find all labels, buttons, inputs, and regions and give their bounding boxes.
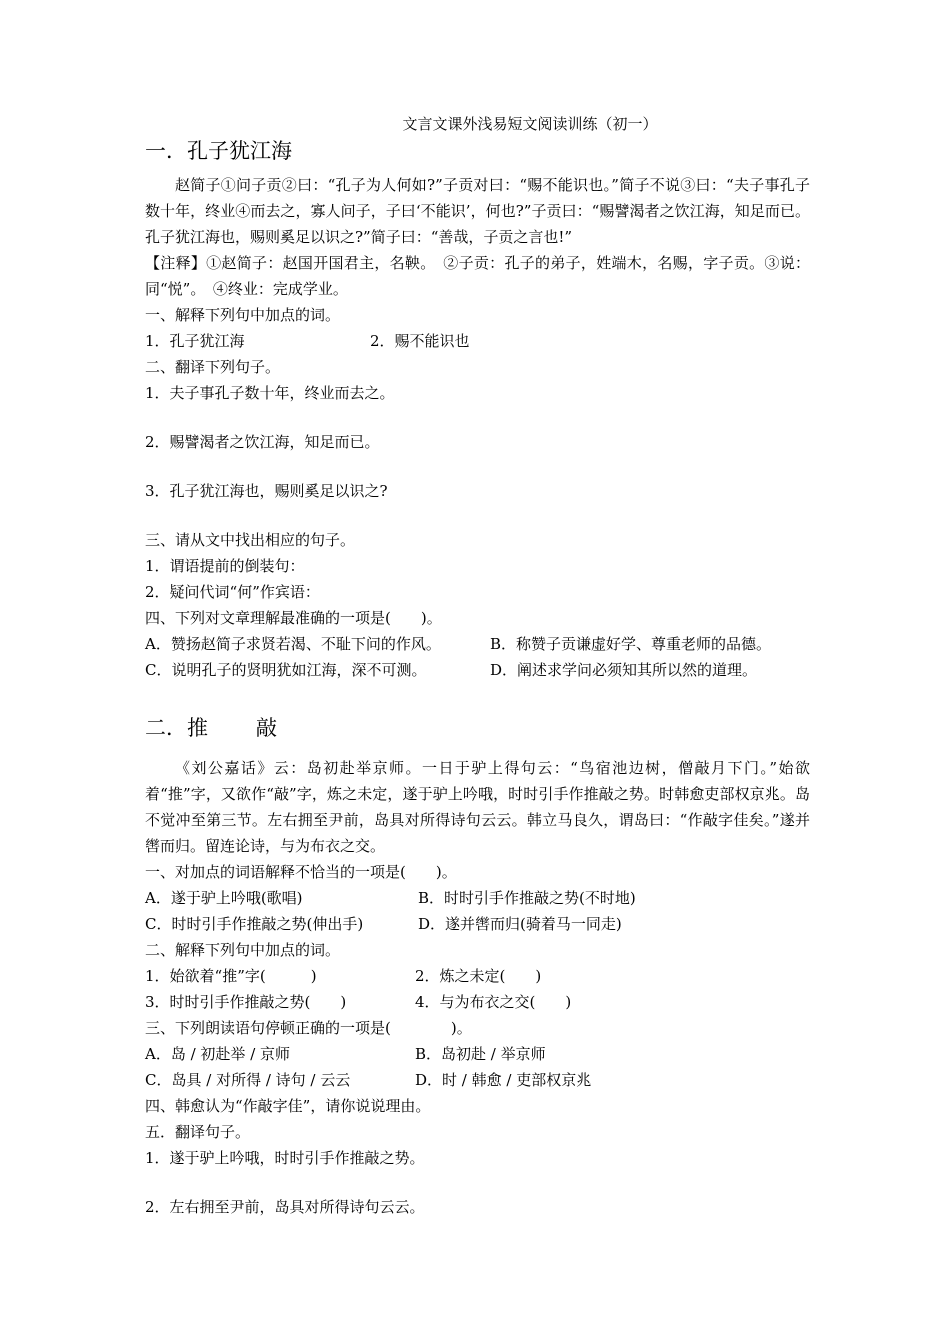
s2-q2-item-3: 3．时时引手作推敲之势( ) [145, 993, 347, 1011]
s2-question-1: 一、对加点的词语解释不恰当的一项是( )。 [145, 863, 457, 881]
s2-q3-option-c: C．岛具 / 对所得 / 诗句 / 云云 [145, 1071, 351, 1089]
s1-question-3: 三、请从文中找出相应的句子。 [145, 531, 356, 549]
s1-q4-option-a: A．赞扬赵简子求贤若渴、不耻下问的作风。 [145, 635, 441, 653]
s1-question-4: 四、下列对文章理解最准确的一项是( )。 [145, 609, 442, 627]
s2-q1-option-a: A．遂于驴上吟哦(歌唱) [145, 889, 303, 907]
s2-q1-options-row-1 [145, 885, 810, 911]
s2-question-3: 三、下列朗读语句停顿正确的一项是( )。 [145, 1019, 472, 1037]
s1-q3-item-1: 1．谓语提前的倒装句： [145, 557, 305, 575]
s1-q1-item-2: 2．赐不能识也 [370, 332, 470, 350]
section-2-heading-char-1: 推 [187, 716, 208, 740]
document-title: 文言文课外浅易短文阅读训练（初一） [402, 115, 658, 133]
s2-q2-item-1: 1．始欲着“推”字( ) [145, 967, 317, 985]
s1-q4-option-b: B．称赞子贡谦虚好学、尊重老师的品德。 [490, 635, 772, 653]
s2-q3-options-row-2 [145, 1067, 810, 1093]
s1-q1-item-1: 1．孔子犹江海 [145, 332, 245, 350]
s2-q2-items-row-2 [145, 989, 810, 1015]
s1-q4-options-row-2 [145, 657, 810, 683]
s1-q4-option-d: D．阐述求学问必须知其所以然的道理。 [490, 661, 758, 679]
s2-q3-option-a: A．岛 / 初赴举 / 京师 [145, 1045, 291, 1063]
s1-q3-item-2: 2．疑问代词“何”作宾语： [145, 583, 320, 601]
s2-q5-item-1: 1．遂于驴上吟哦，时时引手作推敲之势。 [145, 1149, 425, 1167]
s1-q2-item-2: 2．赐譬渴者之饮江海，知足而已。 [145, 433, 380, 451]
s2-q1-option-b: B．时时引手作推敲之势(不时地) [418, 889, 636, 907]
section-2-title [145, 713, 810, 743]
section-2-passage: 《刘公嘉话》云：岛初赴举京师。一日于驴上得句云：“鸟宿池边树，僧敲月下门。”始欲着“推”字，又欲作“敲”字，炼之未定，遂于驴上吟哦，时时引手作推敲之势。时韩愈吏部权京兆。岛不觉冲至第三节。左右拥至尹前，岛具对所得诗句云云。韩立马良久，谓岛曰：“作敲字佳矣。”遂并辔而归。留连论诗，与为布衣之交。 [145, 759, 810, 855]
s1-q2-item-1: 1．夫子事孔子数十年，终业而去之。 [145, 384, 395, 402]
section-1-passage: 赵简子①问子贡②曰：“孔子为人何如?”子贡对曰：“赐不能识也。”简子不说③曰：“夫子事孔子数十年，终业④而去之，寡人问子，子曰‘不能识’，何也?”子贡曰：“赐譬渴者之饮江海，知足而已。孔子犹江海也，赐则奚足以识之?”简子曰：“善哉，子贡之言也!” [145, 176, 810, 246]
s2-q2-items-row-1 [145, 963, 810, 989]
s2-q3-options-row-1 [145, 1041, 810, 1067]
s1-q4-option-c: C．说明孔子的贤明犹如江海，深不可测。 [145, 661, 427, 679]
section-1-title [145, 136, 810, 166]
s2-question-5: 五．翻译句子。 [145, 1123, 251, 1141]
section-1-number: 一． [145, 139, 187, 163]
s2-q1-option-d: D．遂并辔而归(骑着马一同走) [418, 915, 622, 933]
section-2-heading-char-2: 敲 [256, 716, 277, 740]
s2-q1-option-c: C．时时引手作推敲之势(伸出手) [145, 915, 364, 933]
s1-q2-item-3: 3．孔子犹江海也，赐则奚足以识之? [145, 482, 388, 500]
s2-q1-options-row-2 [145, 911, 810, 937]
s1-question-2: 二、翻译下列句子。 [145, 358, 281, 376]
document-page [145, 112, 810, 1220]
s2-q5-item-2: 2．左右拥至尹前，岛具对所得诗句云云。 [145, 1198, 425, 1216]
s2-q2-item-2: 2．炼之未定( ) [415, 967, 542, 985]
s2-q3-option-d: D．时 / 韩愈 / 吏部权京兆 [415, 1071, 592, 1089]
section-1-heading: 孔子犹江海 [187, 139, 292, 163]
s2-question-2: 二、解释下列句中加点的词。 [145, 941, 341, 959]
s2-q2-item-4: 4．与为布衣之交( ) [415, 993, 572, 1011]
section-1-notes: 【注释】①赵简子：赵国开国君主，名鞅。 ②子贡：孔子的弟子，姓端木，名赐，字子贡。③说：同“悦”。 ④终业：完成学业。 [145, 254, 810, 298]
s2-q3-option-b: B．岛初赴 / 举京师 [415, 1045, 546, 1063]
s1-question-1-items [145, 328, 810, 354]
s1-question-1: 一、解释下列句中加点的词。 [145, 306, 341, 324]
s1-q4-options-row-1 [145, 631, 810, 657]
section-2-number: 二． [145, 716, 187, 740]
s2-question-4: 四、韩愈认为“作敲字佳”，请你说说理由。 [145, 1097, 431, 1115]
